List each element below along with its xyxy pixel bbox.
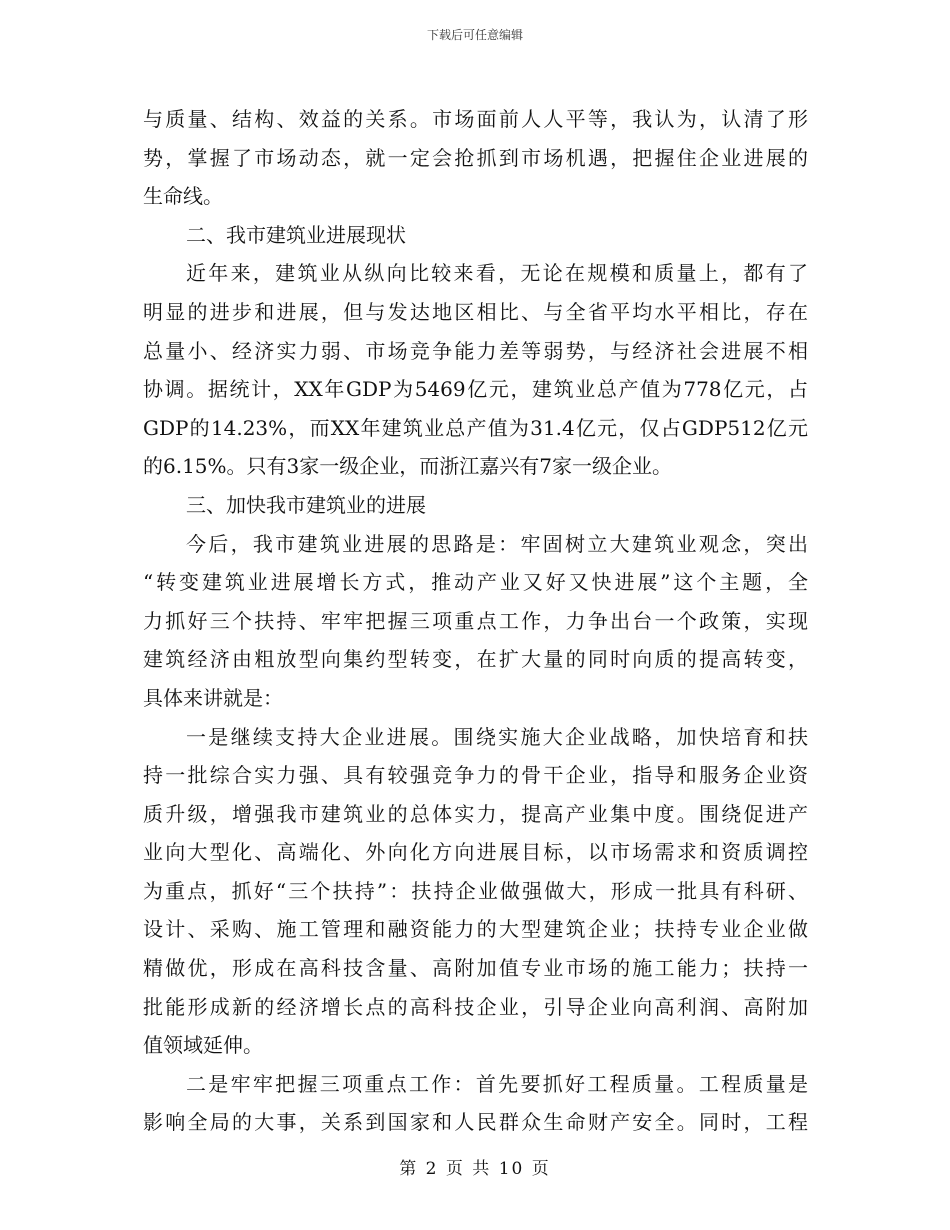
page-header: 下载后可任意编辑 — [426, 28, 523, 42]
text-line: 一是继续支持大企业进展。围绕实施大企业战略，加快培育和扶 — [186, 724, 808, 749]
text-line: 持一批综合实力强、具有较强竞争力的骨干企业，指导和服务企业资 — [143, 763, 808, 788]
text-line: 三、加快我市建筑业的进展 — [186, 492, 426, 517]
text-line: 的6.15%。只有3家一级企业，而浙江嘉兴有7家一级企业。 — [143, 454, 672, 479]
text-line: 建筑经济由粗放型向集约型转变，在扩大量的同时向质的提高转变， — [143, 647, 808, 672]
text-line: 业向大型化、高端化、外向化方向进展目标，以市场需求和资质调控 — [143, 840, 808, 865]
text-line: 具体来讲就是： — [143, 685, 283, 710]
text-line: 力抓好三个扶持、牢牢把握三项重点工作，力争出台一个政策，实现 — [143, 608, 808, 633]
text-line: 二、我市建筑业进展现状 — [186, 222, 406, 247]
text-line: “转变建筑业进展增长方式，推动产业又好又快进展”这个主题，全 — [143, 570, 808, 595]
text-line: 设计、采购、施工管理和融资能力的大型建筑企业；扶持专业企业做 — [143, 917, 808, 942]
text-line: 总量小、经济实力弱、市场竞争能力差等弱势，与经济社会进展不相 — [143, 338, 808, 363]
text-line: 协调。据统计，XX年GDP为5469亿元，建筑业总产值为778亿元，占 — [143, 377, 808, 402]
text-line: 明显的进步和进展，但与发达地区相比、与全省平均水平相比，存在 — [143, 299, 808, 324]
text-line: 二是牢牢把握三项重点工作：首先要抓好工程质量。工程质量是 — [186, 1071, 808, 1096]
text-line: 影响全局的大事，关系到国家和人民群众生命财产安全。同时，工程 — [143, 1110, 808, 1135]
text-line: 近年来，建筑业从纵向比较来看，无论在规模和质量上，都有了 — [186, 261, 808, 286]
text-line: 精做优，形成在高科技含量、高附加值专业市场的施工能力；扶持一 — [143, 956, 808, 981]
text-line: 为重点，抓好“三个扶持”：扶持企业做强做大，形成一批具有科研、 — [143, 878, 808, 903]
page-footer: 第 2 页 共 10 页 — [399, 1159, 551, 1179]
text-line: 今后，我市建筑业进展的思路是：牢固树立大建筑业观念，突出 — [186, 531, 808, 556]
text-line: GDP的14.23%，而XX年建筑业总产值为31.4亿元，仅占GDP512亿元 — [143, 415, 808, 440]
text-line: 质升级，增强我市建筑业的总体实力，提高产业集中度。围绕促进产 — [143, 801, 808, 826]
text-line: 生命线。 — [143, 184, 223, 209]
text-line: 值领域延伸。 — [143, 1033, 263, 1058]
text-line: 批能形成新的经济增长点的高科技企业，引导企业向高利润、高附加 — [143, 994, 808, 1019]
document-body — [143, 100, 808, 1142]
text-line: 与质量、结构、效益的关系。市场面前人人平等，我认为，认清了形 — [143, 107, 808, 131]
text-line: 势，掌握了市场动态，就一定会抢抓到市场机遇，把握住企业进展的 — [143, 145, 808, 170]
